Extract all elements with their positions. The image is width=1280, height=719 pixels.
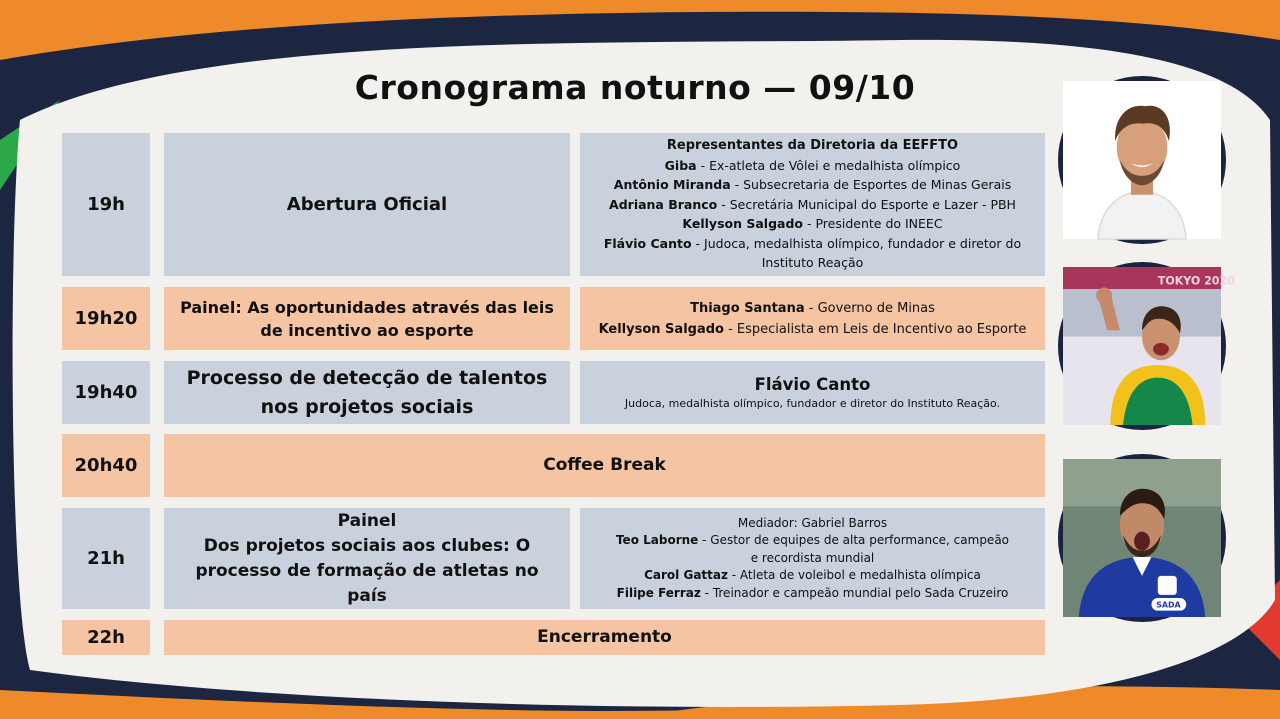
time-cell-19h: 19h <box>62 133 150 276</box>
mediator-line: Mediador: Gabriel Barros <box>737 515 888 530</box>
speaker-line <box>665 156 961 176</box>
speaker-name: Teo Laborne <box>615 533 699 548</box>
speaker-name: Filipe Ferraz <box>616 585 701 600</box>
speaker-name: Kellyson Salgado <box>598 321 724 337</box>
speaker-role: Judoca, medalhista olímpico, fundador e diretor do Instituto Reação. <box>624 396 1001 410</box>
time-cell-20h40: 20h40 <box>62 434 150 497</box>
activity-line: processo de formação de atletas no país <box>195 560 539 606</box>
activity-abertura-oficial: Abertura Oficial <box>164 133 570 276</box>
speaker-photo-3 <box>1058 454 1226 622</box>
speaker-line <box>614 175 1011 195</box>
speakers-deteccao-talentos <box>580 361 1045 424</box>
time-cell-21h: 21h <box>62 508 150 609</box>
speakers-painel-leis-incentivo <box>580 287 1045 350</box>
activity-line: nos projetos sociais <box>260 395 474 418</box>
smiling-man-portrait-icon <box>1063 81 1221 239</box>
speaker-name: Flávio Canto <box>603 235 692 251</box>
activity-line: Dos projetos sociais aos clubes: O <box>203 535 531 556</box>
shouting-coach-icon <box>1063 459 1221 617</box>
tokyo-banner-text: TOKYO 2020 <box>1157 274 1235 288</box>
speaker-line <box>617 585 1009 603</box>
speaker-name: Giba <box>664 157 697 173</box>
activity-line: Painel: As oportunidades através das leis <box>180 297 554 317</box>
speaker-role: - Treinador e campeão mundial pelo Sada Cruzeiro <box>700 585 1009 600</box>
speakers-painel-formacao-atletas <box>580 508 1045 609</box>
speaker-name: Thiago Santana <box>690 300 805 316</box>
speaker-role: - Atleta de voleibol e medalhista olímpica <box>727 568 981 583</box>
time-cell-22h: 22h <box>62 620 150 655</box>
speaker-role: - Especialista em Leis de Incentivo ao Esporte <box>723 321 1027 337</box>
speaker-line <box>588 234 1037 273</box>
speaker-photo-2 <box>1058 262 1235 430</box>
speaker-name: Antônio Miranda <box>613 177 731 193</box>
speaker-role: - Ex-atleta de Vôlei e medalhista olímpico <box>696 157 961 173</box>
activity-painel-formacao-atletas <box>164 508 570 609</box>
activity-line: Processo de detecção de talentos <box>186 366 548 389</box>
time-cell-19h20: 19h20 <box>62 287 150 350</box>
cheering-volleyball-player-icon <box>1063 267 1235 425</box>
activity-deteccao-talentos <box>164 361 570 424</box>
speaker-line <box>644 567 981 585</box>
speaker-name: Adriana Branco <box>609 196 718 212</box>
activity-encerramento: Encerramento <box>164 620 1045 655</box>
speaker-role: - Subsecretaria de Esportes de Minas Gerais <box>730 177 1012 193</box>
speaker-line <box>690 298 935 319</box>
speaker-role: - Secretária Municipal do Esporte e Lazer - PBH <box>717 196 1016 212</box>
speaker-role: - Judoca, medalhista olímpico, fundador e diretor do Instituto Reação <box>691 235 1022 271</box>
speaker-photo-1 <box>1058 76 1226 244</box>
speaker-line <box>609 195 1016 215</box>
activity-coffee-break: Coffee Break <box>164 434 1045 497</box>
page-title: Cronograma noturno — 09/10 <box>354 68 916 107</box>
speaker-line <box>682 214 942 234</box>
speaker-name: Flávio Canto <box>754 374 871 394</box>
activity-line: de incentivo ao esporte <box>260 320 474 340</box>
speaker-name: Carol Gattaz <box>644 568 728 583</box>
speaker-line <box>599 319 1027 340</box>
speakers-abertura-oficial <box>580 133 1045 276</box>
speaker-role: - Presidente do INEEC <box>803 216 943 232</box>
activity-painel-leis-incentivo <box>164 287 570 350</box>
activity-line: Painel <box>337 510 397 531</box>
speakers-header: Representantes da Diretoria da EEFFTO <box>666 138 959 154</box>
speaker-role: - Governo de Minas <box>804 300 935 316</box>
speaker-role: - Gestor de equipes de alta performance, campeão e recordista mundial <box>698 533 1010 565</box>
time-cell-19h40: 19h40 <box>62 361 150 424</box>
speaker-name: Kellyson Salgado <box>682 216 804 232</box>
sada-badge-text: SADA <box>1156 600 1181 610</box>
speaker-line <box>588 532 1037 567</box>
